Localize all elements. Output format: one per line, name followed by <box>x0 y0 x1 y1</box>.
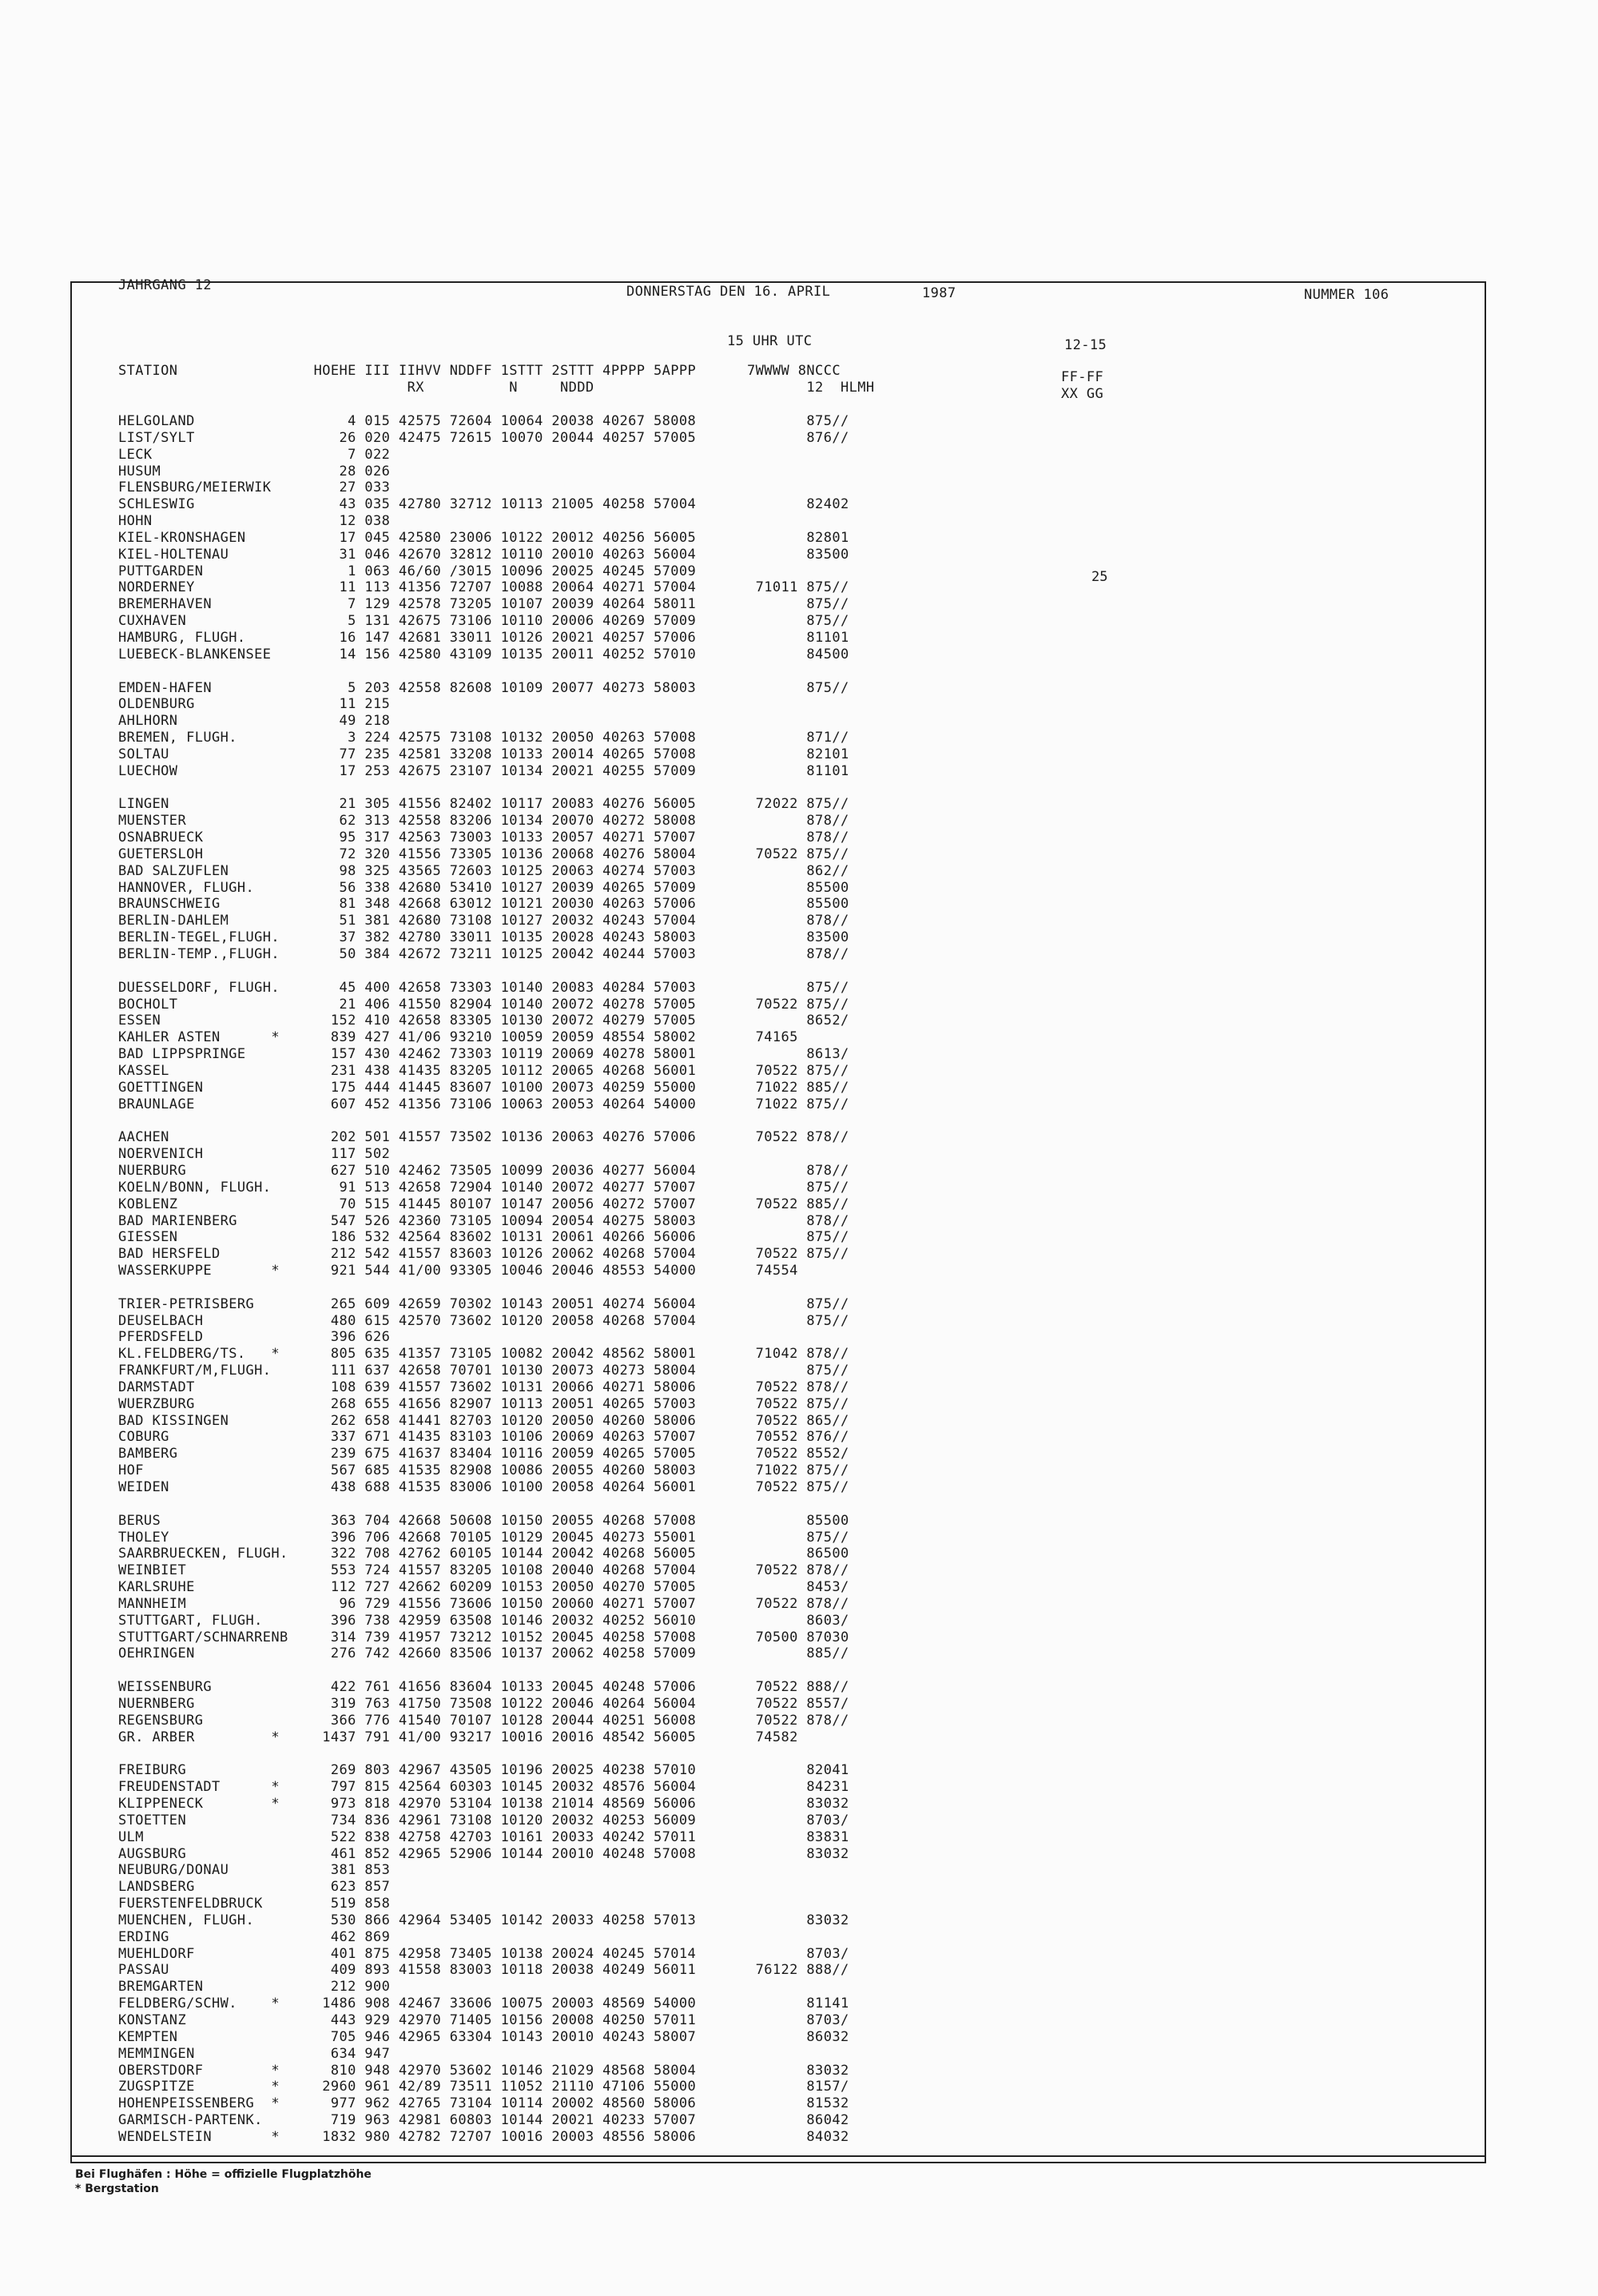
station-row: KL.FELDBERG/TS. * 805 635 41357 73105 10082 20042 48562 58001 71042 878// <box>118 1346 849 1363</box>
station-row: BERLIN-TEMP.,FLUGH. 50 384 42672 73211 10125 20042 40244 57003 878// <box>118 946 849 962</box>
station-row: BERLIN-TEGEL,FLUGH. 37 382 42780 33011 10135 20028 40243 58003 83500 <box>118 929 849 946</box>
station-row: BERLIN-DAHLEM 51 381 42680 73108 10127 20032 40243 57004 878// <box>118 913 849 929</box>
station-row: HAMBURG, FLUGH. 16 147 42681 33011 10126 20021 40257 57006 81101 <box>118 629 849 646</box>
station-row: FRANKFURT/M,FLUGH. 111 637 42658 70701 10130 20073 40273 58004 875// <box>118 1363 849 1379</box>
station-row: BRAUNLAGE 607 452 41356 73106 10063 20053 40264 54000 71022 875// <box>118 1096 849 1112</box>
station-row: DARMSTADT 108 639 41557 73602 10131 20066 40271 58006 70522 878// <box>118 1379 849 1395</box>
jahrgang: JAHRGANG 12 <box>118 277 212 293</box>
station-row: DUESSELDORF, FLUGH. 45 400 42658 73303 10140 20083 40284 57003 875// <box>118 979 849 996</box>
station-row: BAMBERG 239 675 41637 83404 10116 20059 40265 57005 70522 8552/ <box>118 1446 849 1462</box>
station-row: ZUGSPITZE * 2960 961 42/89 73511 11052 21110 47106 55000 8157/ <box>118 2079 849 2095</box>
block-gap <box>118 1279 849 1296</box>
block-gap <box>118 663 849 680</box>
station-row: MEMMINGEN 634 947 <box>118 2045 391 2062</box>
station-row: WEINBIET 553 724 41557 83205 10108 20040 40268 57004 70522 878// <box>118 1562 849 1579</box>
station-row: HOF 567 685 41535 82908 10086 20055 40260 58003 71022 875// <box>118 1462 849 1479</box>
hour-range: 12-15 <box>1064 337 1107 353</box>
station-row: BERUS 363 704 42668 50608 10150 20055 40268 57008 85500 <box>118 1512 849 1529</box>
station-row: FELDBERG/SCHW. * 1486 908 42467 33606 10075 20003 48569 54000 81141 <box>118 1996 849 2012</box>
station-row: AHLHORN 49 218 <box>118 713 391 730</box>
station-row: HOHENPEISSENBERG * 977 962 42765 73104 10114 20002 48560 58006 81532 <box>118 2095 849 2112</box>
station-row: OSNABRUECK 95 317 42563 73003 10133 20057 40271 57007 878// <box>118 830 849 846</box>
station-row: MANNHEIM 96 729 41556 73606 10150 20060 40271 57007 70522 878// <box>118 1595 849 1612</box>
station-row: LINGEN 21 305 41556 82402 10117 20083 40276 56005 72022 875// <box>118 796 849 813</box>
station-row: OLDENBURG 11 215 <box>118 696 391 713</box>
station-row: GR. ARBER * 1437 791 41/00 93217 10016 20016 48542 56005 74582 <box>118 1729 798 1745</box>
station-row: BAD HERSFELD 212 542 41557 83603 10126 20062 40268 57004 70522 875// <box>118 1246 849 1263</box>
station-row: ERDING 462 869 <box>118 1928 391 1945</box>
station-row: AUGSBURG 461 852 42965 52906 10144 20010 40248 57008 83032 <box>118 1845 849 1862</box>
station-row: GUETERSLOH 72 320 41556 73305 10136 20068 40276 58004 70522 875// <box>118 846 849 862</box>
station-row: THOLEY 396 706 42668 70105 10129 20045 40273 55001 875// <box>118 1529 849 1546</box>
station-row: STOETTEN 734 836 42961 73108 10120 20032 40253 56009 8703/ <box>118 1812 849 1828</box>
station-row: LUEBECK-BLANKENSEE 14 156 42580 43109 10135 20011 40252 57010 84500 <box>118 646 849 663</box>
station-row: KIEL-KRONSHAGEN 17 045 42580 23006 10122 20012 40256 56005 82801 <box>118 529 849 546</box>
station-row: BOCHOLT 21 406 41550 82904 10140 20072 40278 57005 70522 875// <box>118 996 849 1013</box>
date: DONNERSTAG DEN 16. APRIL <box>626 284 831 300</box>
station-row: BAD MARIENBERG 547 526 42360 73105 10094 20054 40275 58003 878// <box>118 1212 849 1229</box>
station-row: HUSUM 28 026 <box>118 463 391 479</box>
block-gap <box>118 963 849 980</box>
station-row: BAD KISSINGEN 262 658 41441 82703 10120 20050 40260 58006 70522 865// <box>118 1412 849 1429</box>
station-row: NUERNBERG 319 763 41750 73508 10122 20046 40264 56004 70522 8557/ <box>118 1695 849 1712</box>
station-row: GARMISCH-PARTENK. 719 963 42981 60803 10144 20021 40233 57007 86042 <box>118 2112 849 2129</box>
station-row: SAARBRUECKEN, FLUGH. 322 708 42762 60105 10144 20042 40268 56005 86500 <box>118 1546 849 1562</box>
station-row: WEIDEN 438 688 41535 83006 10100 20058 40264 56001 70522 875// <box>118 1479 849 1495</box>
year: 1987 <box>922 285 956 301</box>
station-table <box>118 413 849 2146</box>
station-row: ULM 522 838 42758 42703 10161 20033 40242 57011 83831 <box>118 1828 849 1845</box>
station-row: BAD LIPPSPRINGE 157 430 42462 73303 10119 20069 40278 58001 8613/ <box>118 1046 849 1063</box>
station-row: OEHRINGEN 276 742 42660 83506 10137 20062 40258 57009 885// <box>118 1645 849 1662</box>
station-row: FLENSBURG/MEIERWIK 27 033 <box>118 479 391 496</box>
station-row: NEUBURG/DONAU 381 853 <box>118 1862 391 1879</box>
ff-header-2: XX GG <box>1061 386 1104 402</box>
station-row: NUERBURG 627 510 42462 73505 10099 20036 40277 56004 878// <box>118 1162 849 1179</box>
block-gap <box>118 1496 849 1513</box>
station-row: FREIBURG 269 803 42967 43505 10196 20025 40238 57010 82041 <box>118 1762 849 1779</box>
station-row: TRIER-PETRISBERG 265 609 42659 70302 10143 20051 40274 56004 875// <box>118 1295 849 1312</box>
station-row: LUECHOW 17 253 42675 23107 10134 20021 40255 57009 81101 <box>118 762 849 779</box>
block-gap <box>118 780 849 797</box>
column-header-line2: RX N NDDD 12 HLMH <box>118 380 875 396</box>
station-row: SCHLESWIG 43 035 42780 32712 10113 21005 40258 57004 82402 <box>118 496 849 513</box>
station-row: KARLSRUHE 112 727 42662 60209 10153 20050 40270 57005 8453/ <box>118 1579 849 1596</box>
station-row: PUTTGARDEN 1 063 46/60 /3015 10096 20025 40245 57009 <box>118 563 697 579</box>
ff-header-1: FF-FF <box>1061 369 1104 385</box>
time: 15 UHR UTC <box>727 333 813 349</box>
station-row: STUTTGART, FLUGH. 396 738 42959 63508 10146 20032 40252 56010 8603/ <box>118 1612 849 1629</box>
station-row: CUXHAVEN 5 131 42675 73106 10110 20006 40269 57009 875// <box>118 613 849 630</box>
station-row: PASSAU 409 893 41558 83003 10118 20038 40249 56011 76122 888// <box>118 1962 849 1979</box>
station-row: MUENSTER 62 313 42558 83206 10134 20070 40272 58008 878// <box>118 813 849 830</box>
station-row: HELGOLAND 4 015 42575 72604 10064 20038 40267 58008 875// <box>118 413 849 429</box>
station-row: DEUSELBACH 480 615 42570 73602 10120 20058 40268 57004 875// <box>118 1312 849 1329</box>
station-row: REGENSBURG 366 776 41540 70107 10128 20044 40251 56008 70522 878// <box>118 1712 849 1729</box>
station-row: BRAUNSCHWEIG 81 348 42668 63012 10121 20030 40263 57006 85500 <box>118 896 849 913</box>
station-row: FREUDENSTADT * 797 815 42564 60303 10145 20032 48576 56004 84231 <box>118 1779 849 1796</box>
station-row: KEMPTEN 705 946 42965 63304 10143 20010 40243 58007 86032 <box>118 2028 849 2045</box>
station-row: MUENCHEN, FLUGH. 530 866 42964 53405 10142 20033 40258 57013 83032 <box>118 1912 849 1928</box>
station-row: PFERDSFELD 396 626 <box>118 1329 391 1346</box>
block-gap <box>118 1112 849 1129</box>
station-row: KOELN/BONN, FLUGH. 91 513 42658 72904 10140 20072 40277 57007 875// <box>118 1179 849 1196</box>
footnote-mountain: * Bergstation <box>75 2183 159 2195</box>
footnote-airport: Bei Flughäfen : Höhe = offizielle Flugplatzhöhe <box>75 2168 372 2181</box>
station-row: GOETTINGEN 175 444 41445 83607 10100 20073 40259 55000 71022 885// <box>118 1079 849 1096</box>
station-row: STUTTGART/SCHNARRENB 314 739 41957 73212 10152 20045 40258 57008 70500 87030 <box>118 1629 849 1645</box>
station-row: BAD SALZUFLEN 98 325 43565 72603 10125 20063 40274 57003 862// <box>118 862 849 879</box>
station-row: WASSERKUPPE * 921 544 41/00 93305 10046 20046 48553 54000 74554 <box>118 1263 798 1279</box>
station-row: NORDERNEY 11 113 41356 72707 10088 20064 40271 57004 71011 875// <box>118 579 849 596</box>
station-row: OBERSTDORF * 810 948 42970 53602 10146 21029 48568 58004 83032 <box>118 2062 849 2079</box>
station-row: KOBLENZ 70 515 41445 80107 10147 20056 40272 57007 70522 885// <box>118 1196 849 1212</box>
station-row: KASSEL 231 438 41435 83205 10112 20065 40268 56001 70522 875// <box>118 1062 849 1079</box>
station-row: WUERZBURG 268 655 41656 82907 10113 20051 40265 57003 70522 875// <box>118 1395 849 1412</box>
station-row: KIEL-HOLTENAU 31 046 42670 32812 10110 20010 40263 56004 83500 <box>118 546 849 563</box>
station-row: KLIPPENECK * 973 818 42970 53104 10138 21014 48569 56006 83032 <box>118 1796 849 1813</box>
station-row: ESSEN 152 410 42658 83305 10130 20072 40279 57005 8652/ <box>118 1013 849 1029</box>
block-gap <box>118 1746 849 1763</box>
station-row: FUERSTENFELDBRUCK 519 858 <box>118 1896 391 1912</box>
station-row: SOLTAU 77 235 42581 33208 10133 20014 40265 57008 82101 <box>118 746 849 762</box>
nummer: NUMMER 106 <box>1304 287 1389 303</box>
block-gap <box>118 1662 849 1679</box>
station-row: KONSTANZ 443 929 42970 71405 10156 20008 40250 57011 8703/ <box>118 2012 849 2028</box>
station-row: BREMGARTEN 212 900 <box>118 1979 391 1996</box>
station-row: MUEHLDORF 401 875 42958 73405 10138 20024 40245 57014 8703/ <box>118 1945 849 1962</box>
station-row: HOHN 12 038 <box>118 513 391 530</box>
station-row: BREMEN, FLUGH. 3 224 42575 73108 10132 20050 40263 57008 871// <box>118 730 849 746</box>
station-row: LIST/SYLT 26 020 42475 72615 10070 20044 40257 57005 876// <box>118 429 849 446</box>
station-row: BREMERHAVEN 7 129 42578 73205 10107 20039 40264 58011 875// <box>118 596 849 613</box>
extra-value: 25 <box>1091 569 1108 585</box>
station-row: LECK 7 022 <box>118 446 391 463</box>
station-row: WEISSENBURG 422 761 41656 83604 10133 20045 40248 57006 70522 888// <box>118 1679 849 1696</box>
station-row: NOERVENICH 117 502 <box>118 1146 391 1163</box>
station-row: WENDELSTEIN * 1832 980 42782 72707 10016 20003 48556 58006 84032 <box>118 2128 849 2145</box>
station-row: AACHEN 202 501 41557 73502 10136 20063 40276 57006 70522 878// <box>118 1129 849 1146</box>
column-header-line1: STATION HOEHE III IIHVV NDDFF 1STTT 2STTT 4PPPP 5APPP 7WWWW 8NCCC <box>118 363 841 379</box>
station-row: COBURG 337 671 41435 83103 10106 20069 40263 57007 70552 876// <box>118 1429 849 1446</box>
station-row: HANNOVER, FLUGH. 56 338 42680 53410 10127 20039 40265 57009 85500 <box>118 879 849 896</box>
station-row: LANDSBERG 623 857 <box>118 1879 391 1896</box>
station-row: EMDEN-HAFEN 5 203 42558 82608 10109 20077 40273 58003 875// <box>118 679 849 696</box>
station-row: KAHLER ASTEN * 839 427 41/06 93210 10059 20059 48554 58002 74165 <box>118 1029 798 1046</box>
station-row: GIESSEN 186 532 42564 83602 10131 20061 40266 56006 875// <box>118 1229 849 1246</box>
